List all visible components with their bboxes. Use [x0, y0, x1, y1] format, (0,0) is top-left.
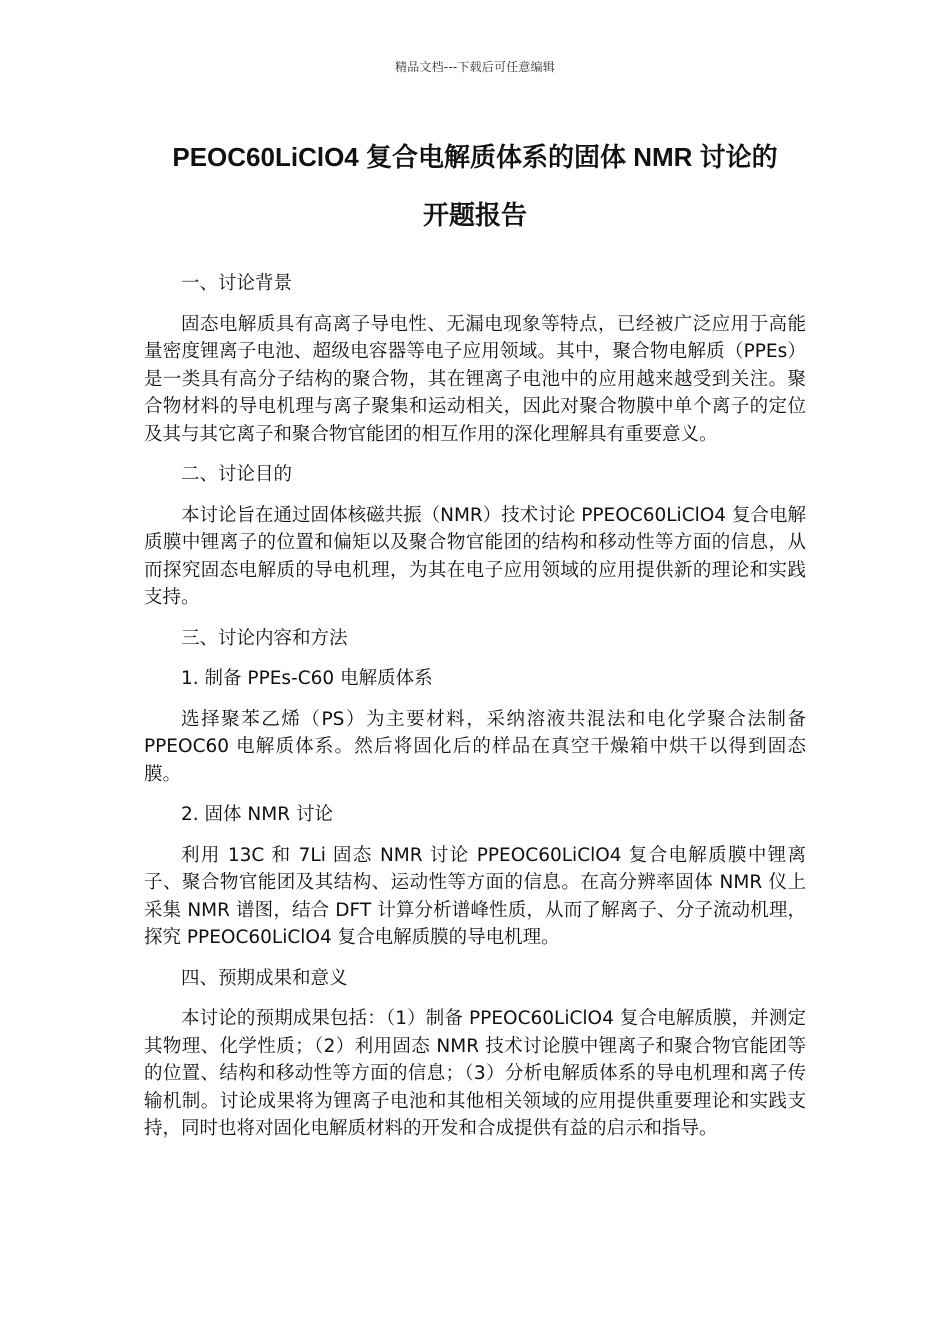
header-note: 精品文档---下载后可任意编辑 — [395, 60, 555, 74]
section-heading-content-methods: 三、讨论内容和方法 — [181, 627, 348, 649]
document-title — [120, 128, 830, 244]
paragraph-nmr: 利用 13C 和 7Li 固态 NMR 讨论 PPEOC60LiClO4 复合电解质膜中锂离子、聚合物官能团及其结构、运动性等方面的信息。在高分辨率固体 NMR 仪上采集 NMR 谱图，结合 DFT 计算分析谱峰性质，从而了解离子、分子流动机理，探究 PPEOC60LiClO4 复合电解质膜的导电机理。 — [144, 844, 806, 948]
paragraph-expected-results: 本讨论的预期成果包括：（1）制备 PPEOC60LiClO4 复合电解质膜，并测定其物理、化学性质；（2）利用固态 NMR 技术讨论膜中锂离子和聚合物官能团等的位置、结构和移动性等方面的信息；（3）分析电解质体系的导电机理和离子传输机制。讨论成果将为锂离子电池和其他相关领域的应用提供重要理论和实践支持，同时也将对固化电解质材料的开发和合成提供有益的启示和指导。 — [144, 1008, 806, 1139]
title-line-1: PEOC60LiClO4 复合电解质体系的固体 NMR 讨论的 — [172, 142, 778, 172]
paragraph-purpose: 本讨论旨在通过固体核磁共振（NMR）技术讨论 PPEOC60LiClO4 复合电解质膜中锂离子的位置和偏矩以及聚合物官能团的结构和移动性等方面的信息，从而探究固态电解质的导电机理，为其在电子应用领域的应用提供新的理论和实践支持。 — [144, 504, 806, 608]
subsection-heading-nmr: 2. 固体 NMR 讨论 — [181, 804, 333, 825]
section-heading-expected-results: 四、预期成果和意义 — [181, 967, 348, 989]
section-heading-purpose: 二、讨论目的 — [181, 464, 293, 485]
title-line-2: 开题报告 — [422, 200, 527, 230]
section-heading-background: 一、讨论背景 — [181, 273, 293, 294]
subsection-heading-preparation: 1. 制备 PPEs-C60 电解质体系 — [181, 668, 433, 689]
paragraph-background: 固态电解质具有高离子导电性、无漏电现象等特点，已经被广泛应用于高能量密度锂离子电池、超级电容器等电子应用领域。其中，聚合物电解质（PPEs）是一类具有高分子结构的聚合物，其在锂离子电池中的应用越来越受到关注。聚合物材料的导电机理与离子聚集和运动相关，因此对聚合物膜中单个离子的定位及其与其它离子和聚合物官能团的相互作用的深化理解具有重要意义。 — [144, 313, 806, 445]
document-body — [144, 270, 806, 1156]
paragraph-preparation: 选择聚苯乙烯（PS）为主要材料，采纳溶液共混法和电化学聚合法制备 PPEOC60 电解质体系。然后将固化后的样品在真空干燥箱中烘干以得到固态膜。 — [144, 708, 806, 785]
